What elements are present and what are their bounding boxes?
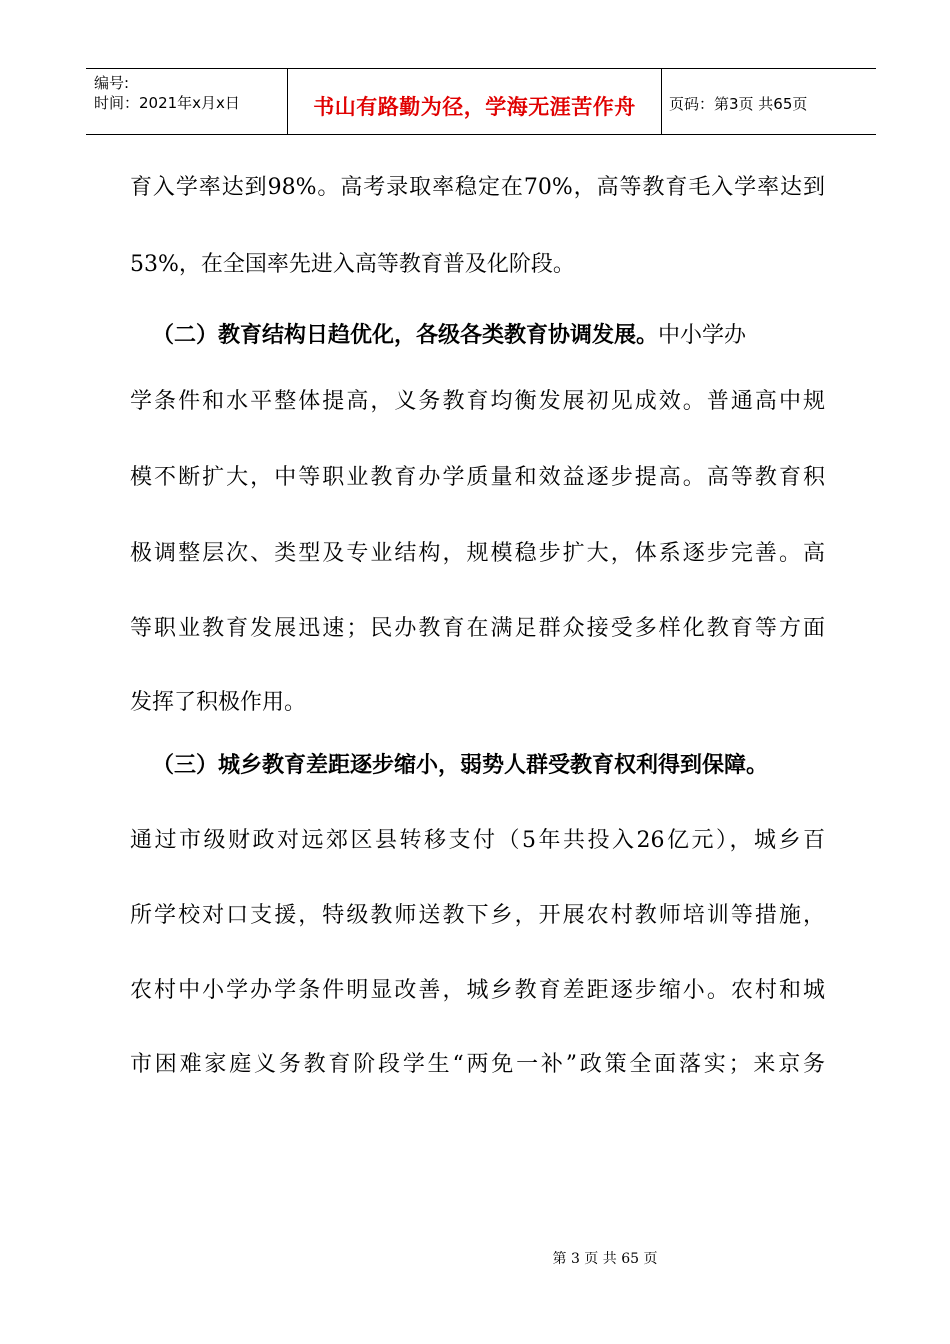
header-page-cell — [662, 69, 876, 134]
paragraph-3-line-4: 市困难家庭义务教育阶段学生“两免一补”政策全面落实；来京务 — [130, 1052, 825, 1077]
paragraph-2-line-1 — [152, 318, 825, 349]
paragraph-3-line-1: 通过市级财政对远郊区县转移支付（5年共投入26亿元），城乡百 — [130, 828, 825, 853]
paragraph-1-line-1: 育入学率达到98%。高考录取率稳定在70%，高等教育毛入学率达到 — [130, 175, 825, 200]
paragraph-2-line-2: 学条件和水平整体提高，义务教育均衡发展初见成效。普通高中规 — [130, 389, 825, 414]
paragraph-2-line-4: 极调整层次、类型及专业结构，规模稳步扩大，体系逐步完善。高 — [130, 541, 825, 566]
document-header — [86, 68, 876, 135]
paragraph-2-line-1-tail: 中小学办 — [658, 323, 747, 348]
paragraph-1-line-2: 53%，在全国率先进入高等教育普及化阶段。 — [130, 252, 575, 277]
section-2-heading: （二）教育结构日趋优化，各级各类教育协调发展。 — [152, 323, 659, 348]
footer-page-number: 第 3 页 共 65 页 — [552, 1251, 658, 1267]
document-time-label: 时间：2021年x月x日 — [94, 94, 240, 112]
paragraph-2-line-3: 模不断扩大，中等职业教育办学质量和效益逐步提高。高等教育积 — [130, 465, 825, 490]
header-meta-cell — [86, 69, 288, 134]
header-motto-cell — [288, 69, 662, 134]
paragraph-3-line-2: 所学校对口支援，特级教师送教下乡，开展农村教师培训等措施， — [130, 903, 825, 928]
paragraph-2-line-5: 等职业教育发展迅速；民办教育在满足群众接受多样化教育等方面 — [130, 616, 825, 641]
section-3-heading: （三）城乡教育差距逐步缩小，弱势人群受教育权利得到保障。 — [152, 753, 769, 778]
paragraph-2-line-6: 发挥了积极作用。 — [130, 690, 307, 715]
document-number-label: 编号: — [94, 74, 130, 92]
paragraph-3-line-3: 农村中小学办学条件明显改善，城乡教育差距逐步缩小。农村和城 — [130, 978, 825, 1003]
header-page-label: 页码：第3页 共65页 — [669, 95, 808, 113]
header-motto: 书山有路勤为径，学海无涯苦作舟 — [313, 94, 636, 119]
page-footer — [0, 1248, 950, 1268]
